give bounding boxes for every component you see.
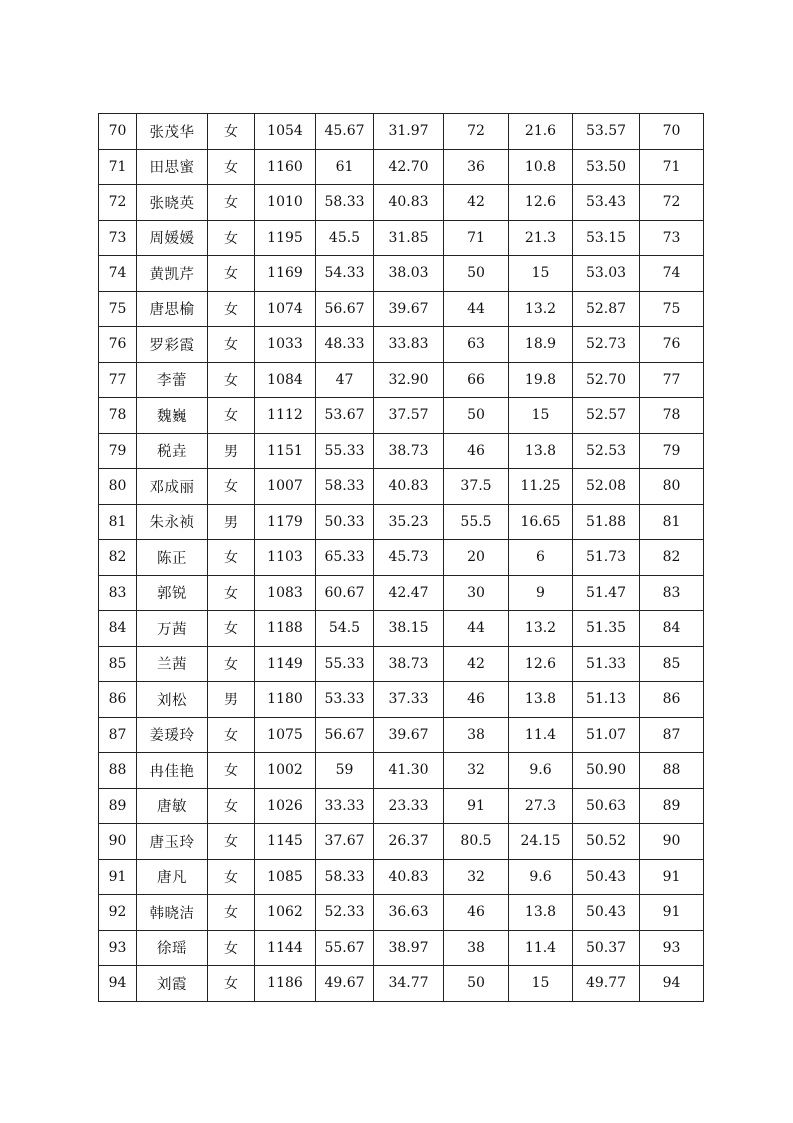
name-cell: 税垚 [137,433,208,469]
score-a-cell: 56.67 [316,717,374,753]
final-rank-cell: 72 [640,185,704,221]
id-cell: 1180 [255,682,316,718]
score-b-cell: 46 [444,682,509,718]
weighted-b-cell: 24.15 [509,824,573,860]
id-cell: 1002 [255,753,316,789]
score-b-cell: 38 [444,717,509,753]
total-cell: 51.88 [573,504,640,540]
score-a-cell: 55.33 [316,646,374,682]
weighted-a-cell: 38.15 [374,611,444,647]
gender-cell: 女 [208,291,255,327]
id-cell: 1149 [255,646,316,682]
id-cell: 1103 [255,540,316,576]
rank-cell: 70 [99,114,137,150]
weighted-b-cell: 15 [509,256,573,292]
gender-cell: 女 [208,362,255,398]
name-cell: 冉佳艳 [137,753,208,789]
score-b-cell: 50 [444,256,509,292]
score-a-cell: 54.33 [316,256,374,292]
total-cell: 52.87 [573,291,640,327]
rank-cell: 93 [99,930,137,966]
score-a-cell: 45.5 [316,220,374,256]
score-a-cell: 54.5 [316,611,374,647]
weighted-a-cell: 39.67 [374,291,444,327]
name-cell: 张晓英 [137,185,208,221]
id-cell: 1188 [255,611,316,647]
name-cell: 郭锐 [137,575,208,611]
total-cell: 49.77 [573,966,640,1002]
weighted-b-cell: 13.8 [509,433,573,469]
final-rank-cell: 84 [640,611,704,647]
rank-cell: 88 [99,753,137,789]
final-rank-cell: 90 [640,824,704,860]
weighted-b-cell: 12.6 [509,185,573,221]
weighted-a-cell: 31.97 [374,114,444,150]
weighted-a-cell: 32.90 [374,362,444,398]
gender-cell: 男 [208,504,255,540]
rank-cell: 83 [99,575,137,611]
total-cell: 50.63 [573,788,640,824]
gender-cell: 女 [208,966,255,1002]
score-b-cell: 71 [444,220,509,256]
rank-cell: 92 [99,895,137,931]
id-cell: 1085 [255,859,316,895]
weighted-b-cell: 6 [509,540,573,576]
table-row [99,753,704,789]
final-rank-cell: 87 [640,717,704,753]
name-cell: 唐敏 [137,788,208,824]
score-a-cell: 55.33 [316,433,374,469]
rank-cell: 80 [99,469,137,505]
weighted-a-cell: 35.23 [374,504,444,540]
rank-cell: 78 [99,398,137,434]
rank-cell: 76 [99,327,137,363]
gender-cell: 女 [208,327,255,363]
rank-cell: 77 [99,362,137,398]
gender-cell: 女 [208,256,255,292]
total-cell: 51.47 [573,575,640,611]
score-b-cell: 36 [444,149,509,185]
weighted-b-cell: 11.4 [509,930,573,966]
name-cell: 徐瑶 [137,930,208,966]
id-cell: 1026 [255,788,316,824]
name-cell: 万茜 [137,611,208,647]
id-cell: 1112 [255,398,316,434]
weighted-a-cell: 37.33 [374,682,444,718]
score-a-cell: 65.33 [316,540,374,576]
gender-cell: 女 [208,646,255,682]
score-b-cell: 20 [444,540,509,576]
score-b-cell: 32 [444,753,509,789]
table-row [99,291,704,327]
final-rank-cell: 93 [640,930,704,966]
final-rank-cell: 74 [640,256,704,292]
score-b-cell: 42 [444,185,509,221]
rank-cell: 90 [99,824,137,860]
name-cell: 邓成丽 [137,469,208,505]
score-b-cell: 44 [444,611,509,647]
final-rank-cell: 73 [640,220,704,256]
weighted-b-cell: 21.6 [509,114,573,150]
score-a-cell: 58.33 [316,469,374,505]
weighted-a-cell: 39.67 [374,717,444,753]
name-cell: 兰茜 [137,646,208,682]
table-row [99,966,704,1002]
table-row [99,398,704,434]
gender-cell: 女 [208,220,255,256]
rank-cell: 71 [99,149,137,185]
gender-cell: 女 [208,398,255,434]
score-a-cell: 50.33 [316,504,374,540]
score-a-cell: 33.33 [316,788,374,824]
total-cell: 50.90 [573,753,640,789]
id-cell: 1084 [255,362,316,398]
score-b-cell: 46 [444,895,509,931]
id-cell: 1010 [255,185,316,221]
table-body [99,114,704,1002]
gender-cell: 女 [208,114,255,150]
gender-cell: 女 [208,930,255,966]
table-row [99,469,704,505]
name-cell: 唐凡 [137,859,208,895]
weighted-b-cell: 10.8 [509,149,573,185]
id-cell: 1075 [255,717,316,753]
weighted-a-cell: 23.33 [374,788,444,824]
final-rank-cell: 79 [640,433,704,469]
final-rank-cell: 81 [640,504,704,540]
final-rank-cell: 91 [640,895,704,931]
weighted-b-cell: 13.8 [509,682,573,718]
table-row [99,327,704,363]
id-cell: 1169 [255,256,316,292]
weighted-a-cell: 33.83 [374,327,444,363]
score-a-cell: 58.33 [316,185,374,221]
name-cell: 黄凯芹 [137,256,208,292]
weighted-b-cell: 15 [509,966,573,1002]
id-cell: 1007 [255,469,316,505]
total-cell: 52.53 [573,433,640,469]
id-cell: 1074 [255,291,316,327]
score-a-cell: 59 [316,753,374,789]
table-row [99,540,704,576]
score-b-cell: 44 [444,291,509,327]
name-cell: 魏巍 [137,398,208,434]
rank-cell: 89 [99,788,137,824]
total-cell: 52.70 [573,362,640,398]
score-a-cell: 48.33 [316,327,374,363]
final-rank-cell: 82 [640,540,704,576]
name-cell: 田思蜜 [137,149,208,185]
id-cell: 1083 [255,575,316,611]
weighted-a-cell: 40.83 [374,859,444,895]
weighted-b-cell: 18.9 [509,327,573,363]
table-row [99,185,704,221]
score-a-cell: 58.33 [316,859,374,895]
rank-cell: 84 [99,611,137,647]
name-cell: 周媛媛 [137,220,208,256]
id-cell: 1186 [255,966,316,1002]
score-b-cell: 63 [444,327,509,363]
final-rank-cell: 83 [640,575,704,611]
total-cell: 53.15 [573,220,640,256]
total-cell: 51.13 [573,682,640,718]
final-rank-cell: 77 [640,362,704,398]
score-a-cell: 49.67 [316,966,374,1002]
table-row [99,895,704,931]
weighted-b-cell: 13.2 [509,291,573,327]
weighted-a-cell: 37.57 [374,398,444,434]
weighted-a-cell: 41.30 [374,753,444,789]
score-b-cell: 72 [444,114,509,150]
gender-cell: 女 [208,185,255,221]
table-row [99,149,704,185]
weighted-b-cell: 9.6 [509,859,573,895]
table-row [99,504,704,540]
rank-cell: 75 [99,291,137,327]
rank-cell: 79 [99,433,137,469]
gender-cell: 女 [208,753,255,789]
rank-cell: 86 [99,682,137,718]
total-cell: 50.52 [573,824,640,860]
final-rank-cell: 80 [640,469,704,505]
weighted-a-cell: 38.03 [374,256,444,292]
table-row [99,824,704,860]
weighted-a-cell: 42.47 [374,575,444,611]
name-cell: 陈正 [137,540,208,576]
id-cell: 1033 [255,327,316,363]
table-row [99,717,704,753]
final-rank-cell: 71 [640,149,704,185]
id-cell: 1054 [255,114,316,150]
total-cell: 53.03 [573,256,640,292]
name-cell: 刘松 [137,682,208,718]
id-cell: 1179 [255,504,316,540]
total-cell: 50.37 [573,930,640,966]
total-cell: 51.35 [573,611,640,647]
rank-cell: 91 [99,859,137,895]
score-b-cell: 37.5 [444,469,509,505]
table-row [99,682,704,718]
table-row [99,362,704,398]
weighted-a-cell: 38.73 [374,646,444,682]
name-cell: 姜瑗玲 [137,717,208,753]
score-b-cell: 50 [444,398,509,434]
final-rank-cell: 86 [640,682,704,718]
score-a-cell: 55.67 [316,930,374,966]
total-cell: 52.57 [573,398,640,434]
total-cell: 52.08 [573,469,640,505]
final-rank-cell: 76 [640,327,704,363]
gender-cell: 女 [208,149,255,185]
table-row [99,220,704,256]
name-cell: 朱永祯 [137,504,208,540]
weighted-a-cell: 38.73 [374,433,444,469]
total-cell: 52.73 [573,327,640,363]
score-b-cell: 91 [444,788,509,824]
weighted-a-cell: 31.85 [374,220,444,256]
total-cell: 51.73 [573,540,640,576]
rank-cell: 73 [99,220,137,256]
weighted-b-cell: 12.6 [509,646,573,682]
score-b-cell: 80.5 [444,824,509,860]
total-cell: 50.43 [573,859,640,895]
score-a-cell: 53.67 [316,398,374,434]
final-rank-cell: 88 [640,753,704,789]
final-rank-cell: 70 [640,114,704,150]
rank-cell: 82 [99,540,137,576]
weighted-b-cell: 15 [509,398,573,434]
id-cell: 1151 [255,433,316,469]
gender-cell: 男 [208,682,255,718]
id-cell: 1144 [255,930,316,966]
rank-cell: 81 [99,504,137,540]
total-cell: 51.33 [573,646,640,682]
score-b-cell: 30 [444,575,509,611]
total-cell: 51.07 [573,717,640,753]
name-cell: 唐思榆 [137,291,208,327]
total-cell: 53.57 [573,114,640,150]
total-cell: 50.43 [573,895,640,931]
gender-cell: 女 [208,575,255,611]
gender-cell: 女 [208,717,255,753]
weighted-b-cell: 16.65 [509,504,573,540]
score-a-cell: 45.67 [316,114,374,150]
gender-cell: 女 [208,824,255,860]
name-cell: 唐玉玲 [137,824,208,860]
gender-cell: 女 [208,788,255,824]
name-cell: 刘霞 [137,966,208,1002]
table-row [99,256,704,292]
name-cell: 罗彩霞 [137,327,208,363]
final-rank-cell: 89 [640,788,704,824]
final-rank-cell: 94 [640,966,704,1002]
score-b-cell: 38 [444,930,509,966]
score-b-cell: 46 [444,433,509,469]
id-cell: 1195 [255,220,316,256]
name-cell: 韩晓洁 [137,895,208,931]
score-a-cell: 56.67 [316,291,374,327]
weighted-b-cell: 19.8 [509,362,573,398]
weighted-a-cell: 34.77 [374,966,444,1002]
final-rank-cell: 91 [640,859,704,895]
gender-cell: 男 [208,433,255,469]
weighted-b-cell: 9.6 [509,753,573,789]
score-a-cell: 53.33 [316,682,374,718]
weighted-a-cell: 45.73 [374,540,444,576]
rank-cell: 72 [99,185,137,221]
score-a-cell: 37.67 [316,824,374,860]
id-cell: 1160 [255,149,316,185]
score-b-cell: 32 [444,859,509,895]
table-row [99,646,704,682]
table-row [99,611,704,647]
id-cell: 1062 [255,895,316,931]
rank-cell: 87 [99,717,137,753]
weighted-a-cell: 38.97 [374,930,444,966]
rank-cell: 94 [99,966,137,1002]
weighted-b-cell: 13.8 [509,895,573,931]
rank-cell: 74 [99,256,137,292]
weighted-b-cell: 21.3 [509,220,573,256]
gender-cell: 女 [208,540,255,576]
score-table [98,113,704,1002]
weighted-b-cell: 11.4 [509,717,573,753]
score-a-cell: 52.33 [316,895,374,931]
name-cell: 张茂华 [137,114,208,150]
final-rank-cell: 75 [640,291,704,327]
final-rank-cell: 85 [640,646,704,682]
total-cell: 53.50 [573,149,640,185]
score-a-cell: 60.67 [316,575,374,611]
table-row [99,433,704,469]
weighted-a-cell: 40.83 [374,469,444,505]
score-b-cell: 55.5 [444,504,509,540]
weighted-b-cell: 13.2 [509,611,573,647]
table-row [99,788,704,824]
score-a-cell: 61 [316,149,374,185]
rank-cell: 85 [99,646,137,682]
weighted-a-cell: 36.63 [374,895,444,931]
gender-cell: 女 [208,611,255,647]
final-rank-cell: 78 [640,398,704,434]
name-cell: 李蕾 [137,362,208,398]
score-a-cell: 47 [316,362,374,398]
weighted-a-cell: 42.70 [374,149,444,185]
weighted-b-cell: 9 [509,575,573,611]
weighted-b-cell: 11.25 [509,469,573,505]
score-b-cell: 42 [444,646,509,682]
id-cell: 1145 [255,824,316,860]
table-row [99,114,704,150]
weighted-a-cell: 26.37 [374,824,444,860]
table-row [99,930,704,966]
gender-cell: 女 [208,895,255,931]
gender-cell: 女 [208,469,255,505]
weighted-b-cell: 27.3 [509,788,573,824]
total-cell: 53.43 [573,185,640,221]
weighted-a-cell: 40.83 [374,185,444,221]
table-row [99,575,704,611]
score-b-cell: 66 [444,362,509,398]
table-row [99,859,704,895]
gender-cell: 女 [208,859,255,895]
score-b-cell: 50 [444,966,509,1002]
